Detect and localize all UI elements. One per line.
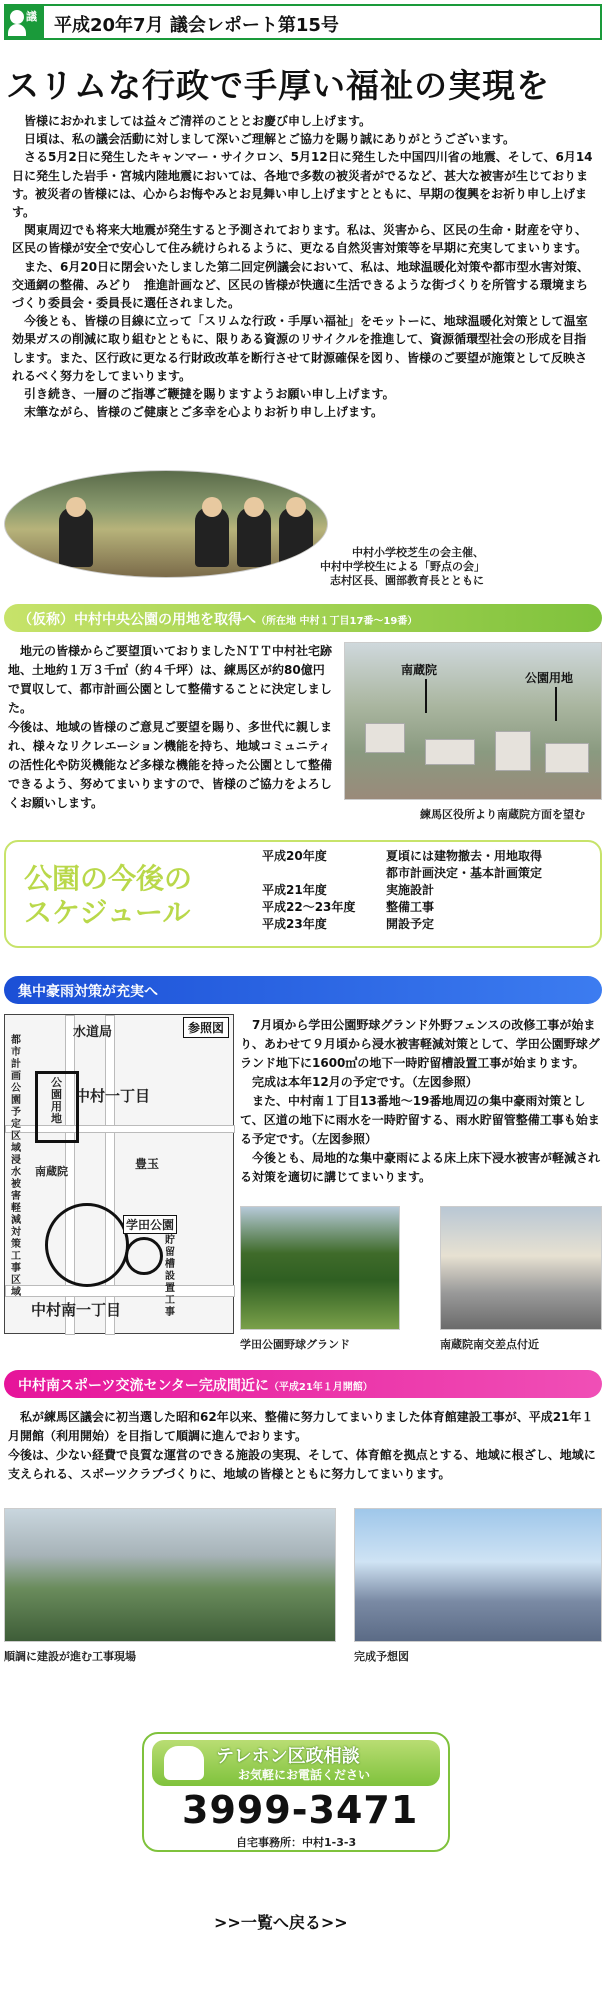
ground-photo-caption: 学田公園野球グランド: [240, 1338, 350, 1351]
intro-paragraph: 引き続き、一層のご指導ご鞭撻を賜りますようお願い申し上げます。: [24, 387, 395, 402]
intro-text: [12, 112, 594, 421]
tel-subheading: お気軽にお電話ください: [238, 1768, 371, 1782]
sports-section-heading: 中村南スポーツ交流センター完成間近に（平成21年１月開館）: [4, 1370, 602, 1398]
schedule-row: 平成23年度 開設予定: [262, 917, 435, 931]
tea-ceremony-photo: [4, 470, 328, 578]
flood-reference-map: 参照図 水道局 中村一丁目 公園用地 都市計画公園予定区域 浸水被害軽減対策工事区域 南蔵院 豊玉 学田公園 貯留槽設置工事 中村南一丁目: [4, 1014, 234, 1334]
schedule-row: 平成22〜23年度 整備工事: [262, 900, 435, 914]
flood-section-heading: 集中豪雨対策が充実へ: [4, 976, 602, 1004]
park-section-heading: （仮称）中村中央公園の用地を取得へ（所在地 中村１丁目17番〜19番）: [4, 604, 602, 632]
intro-paragraph: 末筆ながら、皆様のご健康とご多幸を心よりお祈り申し上げます。: [24, 405, 384, 420]
schedule-row: 都市計画決定・基本計画策定: [386, 866, 543, 880]
header-badge: 議: [26, 10, 37, 23]
tel-office-address: 自宅事務所：中村1-3-3: [236, 1836, 357, 1849]
report-issue-title: 平成20年7月 議会レポート第15号: [54, 15, 339, 36]
park-schedule-box: [4, 840, 602, 948]
map-ref-label: 参照図: [183, 1017, 229, 1038]
construction-site-photo: [4, 1508, 336, 1642]
rendering-photo-caption: 完成予想図: [354, 1650, 409, 1663]
intro-paragraph: また、6月20日に閉会いたしました第二回定例議会において、私は、地球温暖化対策や都市型水害対策、交通網の整備、みどり 推進計画など、区民の皆様が快適に生活できるような街づくりを所管する環境まちづくり委員会・委員長に選任されました。: [12, 259, 589, 311]
intro-paragraph: 皆様におかれましては益々ご清祥のこととお慶び申し上げます。: [24, 114, 372, 128]
intro-paragraph: さる5月2日に発生したキャンマー・サイクロン、5月12日に発生した中国四川省の地震、そして、6月14日に発生した岩手・宮城内陸地震においては、各地で多数の被災者がでるなど、甚大な被害が生じております。被災者の皆様には、心からお悔やみとお見舞い申し上げますとともに、早期の復興をお祈り申し上げます。: [12, 150, 593, 220]
tel-number[interactable]: 3999-3471: [182, 1788, 419, 1832]
intersection-photo: [440, 1206, 602, 1330]
back-to-list-link[interactable]: >>一覧へ戻る>>: [214, 1913, 348, 1932]
sports-body: 私が練馬区議会に初当選した昭和62年以来、整備に努力してまいりました体育館建設工事が、平成21年１月開館（利用開始）を目指して順調に進んでおります。 今後は、少ない経費で良質な運営のできる施設の実現、そして、体育館を拠点とする、地域に根ざし、地域に支えられる、スポーツクラブづくりに、地域の皆様とともに努力してまいります。: [8, 1410, 596, 1481]
intro-paragraph: 関東周辺でも将来大地震が発生すると予測されております。私は、災害から、区民の生命・財産を守り、区民の皆様が安全で安心して住み続けられるように、更なる自然災害対策等を早期に充実してまいります。: [12, 223, 588, 256]
report-header: [4, 4, 602, 40]
intro-paragraph: 日頃は、私の議会活動に対しまして深いご理解とご協力を賜り誠にありがとうございます。: [24, 132, 516, 147]
completion-rendering-photo: [354, 1508, 602, 1642]
schedule-row: 平成20年度 夏頃には建物撤去・用地取得: [262, 849, 543, 863]
park-photo-caption: 練馬区役所より南蔵院方面を望む: [420, 808, 585, 821]
storage-pipe-area-circle: [45, 1203, 129, 1287]
park-site-aerial-photo: 南蔵院 公園用地: [344, 642, 602, 800]
storage-tank-circle: [125, 1237, 163, 1275]
ceremony-caption: 中村小学校芝生の会主催、 中村中学校生による「野点の会」 志村区長、園部教育長とともに: [320, 546, 485, 587]
schedule-row: 平成21年度 実施設計: [262, 883, 435, 897]
baseball-ground-photo: [240, 1206, 400, 1330]
construction-photo-caption: 順調に建設が進む工事現場: [4, 1650, 136, 1663]
intro-paragraph: 今後とも、皆様の目線に立って「スリムな行政・手厚い福祉」をモットーに、地球温暖化対策として温室効果ガスの削減に取り組むとともに、限りある資源のリサイクルを推進して、資源循環型社会の形成を目指します。また、区行政に更なる行財政改革を断行させて財源確保を図り、皆様のご要望が施策として反映されるべく努力をしてまいります。: [12, 314, 588, 383]
page-title: スリムな行政で手厚い福祉の実現を: [6, 66, 550, 105]
schedule-table: [262, 848, 542, 933]
council-person-icon: [6, 6, 44, 38]
telephone-icon: [164, 1746, 204, 1780]
flood-body: 7月頃から学田公園野球グランド外野フェンスの改修工事が始まり、あわせて９月頃から浸水被害軽減対策として、学田公園野球グランド地下に1600㎥の地下一時貯留槽設置工事が始まります。 完成は本年12月の予定です。（左図参照） また、中村南１丁目13番地〜19番地周辺の集中豪雨対策として、区道の地下に雨水を一時貯留する、雨水貯留管整備工事も始まる予定です。（左図参照） 今後とも、局地的な集中豪雨による床上床下浸水被害が軽減される対策を適切に講じてまいります。: [240, 1018, 601, 1184]
park-body: 地元の皆様からご要望頂いておりましたＮＴＴ中村社宅跡地、土地約１万３千㎡（約４千坪）は、練馬区が約80億円で買収して、都市計画公園として整備することに決定しました。 今後は、地域の皆様のご意見ご要望を賜り、多世代に親しまれ、様々なリクレエーション機能を持ち、地域コミュニティの活性化や防災機能など多様な機能を持った公園として整備できるよう、努めてまいりますので、皆様のご協力をよろしくお願いします。: [8, 644, 333, 810]
telephone-consultation-box: [142, 1732, 450, 1852]
street-photo-caption: 南蔵院南交差点付近: [440, 1338, 539, 1351]
schedule-title: 公園の今後の スケジュール: [24, 862, 193, 929]
tel-heading: テレホン区政相談: [216, 1746, 360, 1767]
